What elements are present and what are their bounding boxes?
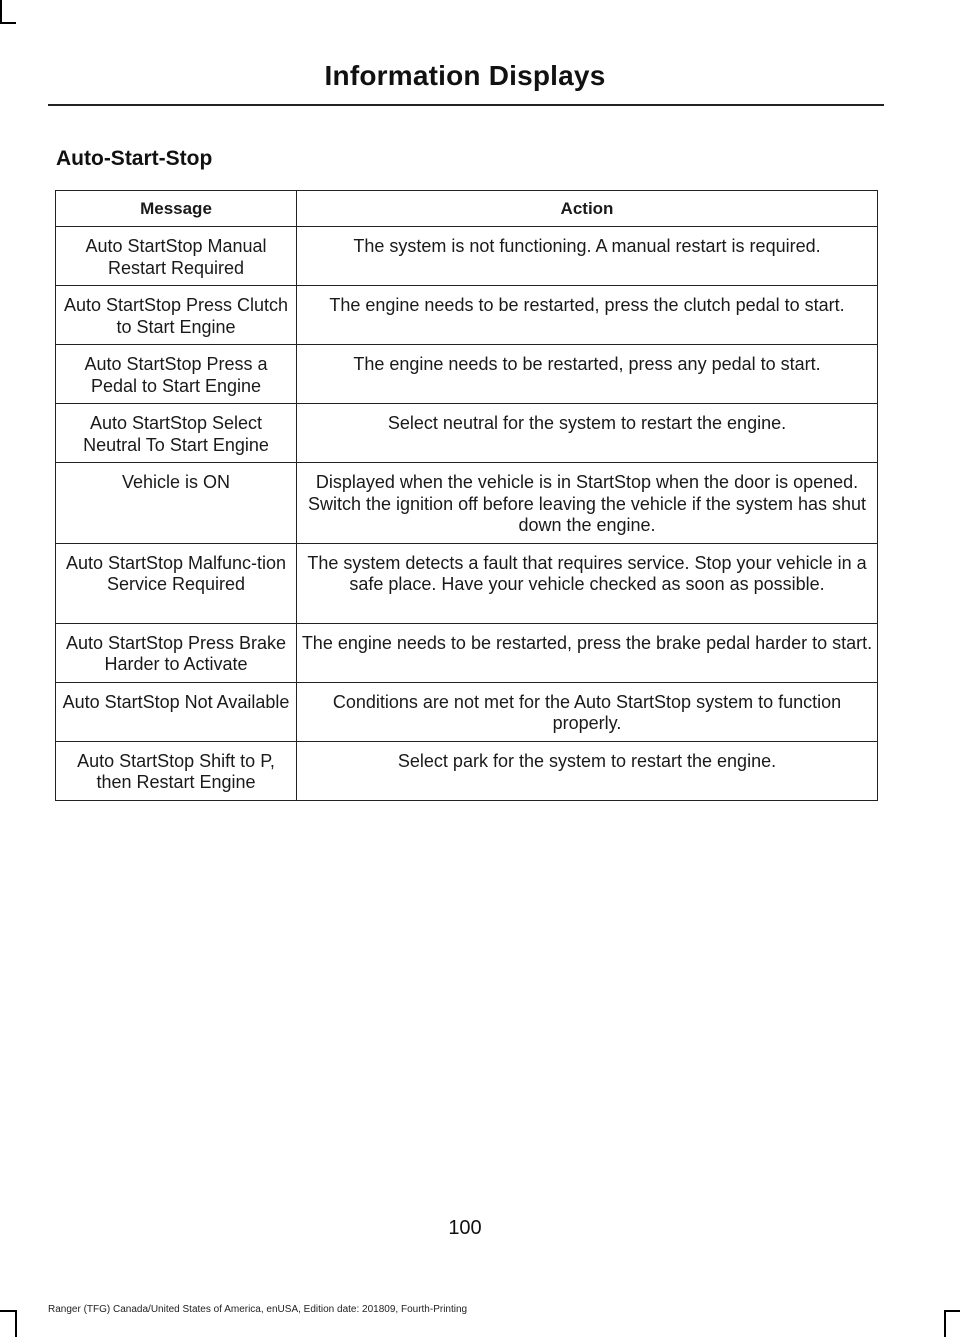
table-row — [56, 227, 878, 286]
table-row — [56, 623, 878, 682]
message-cell: Auto StartStop Manual Restart Required — [56, 227, 297, 286]
crop-mark — [0, 0, 2, 22]
action-cell: The system detects a fault that requires service. Stop your vehicle in a safe place. Have your vehicle checked as soon as possible. — [297, 543, 878, 623]
message-table — [55, 190, 878, 801]
message-cell: Auto StartStop Not Available — [56, 682, 297, 741]
message-cell: Auto StartStop Shift to P, then Restart Engine — [56, 741, 297, 800]
column-header-message: Message — [56, 191, 297, 227]
crop-mark — [944, 1310, 946, 1337]
action-cell: The engine needs to be restarted, press the clutch pedal to start. — [297, 286, 878, 345]
action-cell: Select park for the system to restart the engine. — [297, 741, 878, 800]
header-divider — [48, 104, 884, 106]
action-cell: Displayed when the vehicle is in StartStop when the door is opened. Switch the ignition off before leaving the vehicle if the system has shut down the engine. — [297, 463, 878, 544]
section-heading: Auto-Start-Stop — [56, 147, 213, 170]
table-row — [56, 286, 878, 345]
table-header-row — [56, 191, 878, 227]
column-header-action: Action — [297, 191, 878, 227]
action-cell: The system is not functioning. A manual restart is required. — [297, 227, 878, 286]
table-row — [56, 741, 878, 800]
action-cell: Conditions are not met for the Auto StartStop system to function properly. — [297, 682, 878, 741]
edition-footer: Ranger (TFG) Canada/United States of America, enUSA, Edition date: 201809, Fourth-Printing — [48, 1304, 468, 1315]
action-cell: Select neutral for the system to restart the engine. — [297, 404, 878, 463]
message-cell: Vehicle is ON — [56, 463, 297, 544]
action-cell: The engine needs to be restarted, press any pedal to start. — [297, 345, 878, 404]
table-row — [56, 463, 878, 544]
message-cell: Auto StartStop Select Neutral To Start Engine — [56, 404, 297, 463]
crop-mark — [0, 22, 16, 24]
message-cell: Auto StartStop Malfunc-tion Service Required — [56, 543, 297, 623]
crop-mark — [0, 1310, 16, 1312]
message-cell: Auto StartStop Press Clutch to Start Engine — [56, 286, 297, 345]
page-number: 100 — [448, 1217, 482, 1239]
table-row — [56, 543, 878, 623]
table-row — [56, 404, 878, 463]
action-cell: The engine needs to be restarted, press the brake pedal harder to start. — [297, 623, 878, 682]
crop-mark — [15, 1310, 17, 1337]
message-cell: Auto StartStop Press Brake Harder to Activate — [56, 623, 297, 682]
message-cell: Auto StartStop Press a Pedal to Start Engine — [56, 345, 297, 404]
table-row — [56, 345, 878, 404]
crop-mark — [944, 1310, 960, 1312]
page-title: Information Displays — [324, 60, 606, 91]
table-row — [56, 682, 878, 741]
